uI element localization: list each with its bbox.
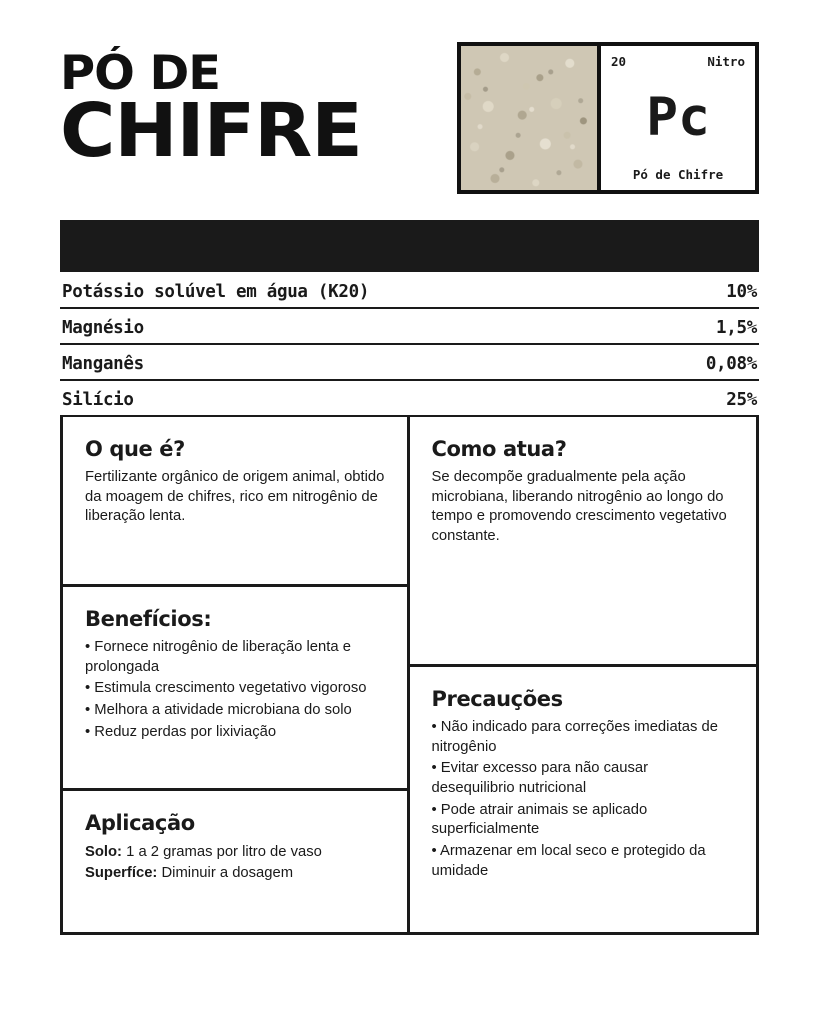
element-top-row [611, 54, 745, 69]
element-card [457, 42, 759, 194]
precautions-list [432, 718, 735, 881]
nutrient-value: 1,5% [716, 318, 757, 338]
title-line-1: PÓ DE [60, 46, 221, 101]
application-surface-value: Diminuir a dosagem [161, 865, 294, 882]
section-title: Aplicação [85, 811, 195, 835]
application-soil [85, 842, 385, 863]
page-title [60, 42, 362, 175]
info-grid [60, 417, 759, 935]
table-row [60, 272, 759, 309]
header [60, 42, 759, 202]
section-aplicacao [63, 791, 407, 932]
element-symbol: Pc [646, 86, 710, 148]
application-soil-label: Solo: [85, 844, 122, 860]
list-item: • Fornece nitrogênio de liberação lenta e prolongada [85, 639, 351, 675]
section-o-que-e [63, 417, 407, 587]
nutrient-label: Manganês [62, 354, 144, 374]
black-divider-bar [60, 220, 759, 272]
nutrient-label: Silício [62, 390, 134, 410]
table-row [60, 345, 759, 381]
table-row [60, 309, 759, 345]
section-beneficios [63, 587, 407, 791]
nutrient-label: Potássio solúvel em água (K20) [62, 282, 370, 302]
element-name: Pó de Chifre [632, 167, 724, 182]
section-text: Se decompõe gradualmente pela ação microbiana, liberando nitrogênio ao longo do tempo e promovendo crescimento vegetativo constante. [431, 469, 727, 545]
list-item: • Não indicado para correções imediatas de nitrogênio [431, 719, 718, 755]
list-item: • Estimula crescimento vegetativo vigoroso [85, 680, 367, 697]
list-item: • Reduz perdas por lixiviação [85, 723, 277, 740]
info-column-right [410, 417, 757, 932]
product-texture-image [461, 46, 601, 190]
nutrient-table [60, 272, 759, 417]
title-line-2: CHIFRE [60, 88, 362, 175]
section-title: Precauções [431, 687, 563, 711]
nutrient-value: 10% [726, 282, 757, 302]
application-soil-value: 1 a 2 gramas por litro de vaso [126, 844, 322, 860]
section-como-atua [410, 417, 757, 667]
list-item: • Armazenar em local seco e protegido da umidade [431, 843, 706, 879]
element-info [601, 46, 755, 190]
section-precaucoes [410, 667, 757, 932]
section-text: Fertilizante orgânico de origem animal, obtido da moagem de chifres, rico em nitrogênio de liberação lenta. [85, 469, 385, 525]
list-item: • Evitar excesso para não causar desequilibrio nutricional [431, 760, 649, 797]
list-item: • Melhora a atividade microbiana do solo [85, 702, 352, 719]
nutrient-value: 25% [726, 390, 757, 410]
benefits-list [85, 638, 385, 742]
element-category: Nitro [707, 54, 745, 69]
application-surface [85, 863, 385, 884]
application-surface-label: Superfíce: [85, 865, 158, 882]
table-row [60, 381, 759, 417]
nutrient-label: Magnésio [62, 318, 144, 338]
section-title: O que é? [85, 437, 185, 461]
section-title: Benefícios: [85, 607, 212, 631]
info-column-left [63, 417, 410, 932]
list-item: • Pode atrair animais se aplicado superficialmente [431, 801, 648, 838]
section-title: Como atua? [431, 437, 567, 461]
nutrient-value: 0,08% [705, 354, 757, 374]
element-number: 20 [611, 54, 627, 69]
